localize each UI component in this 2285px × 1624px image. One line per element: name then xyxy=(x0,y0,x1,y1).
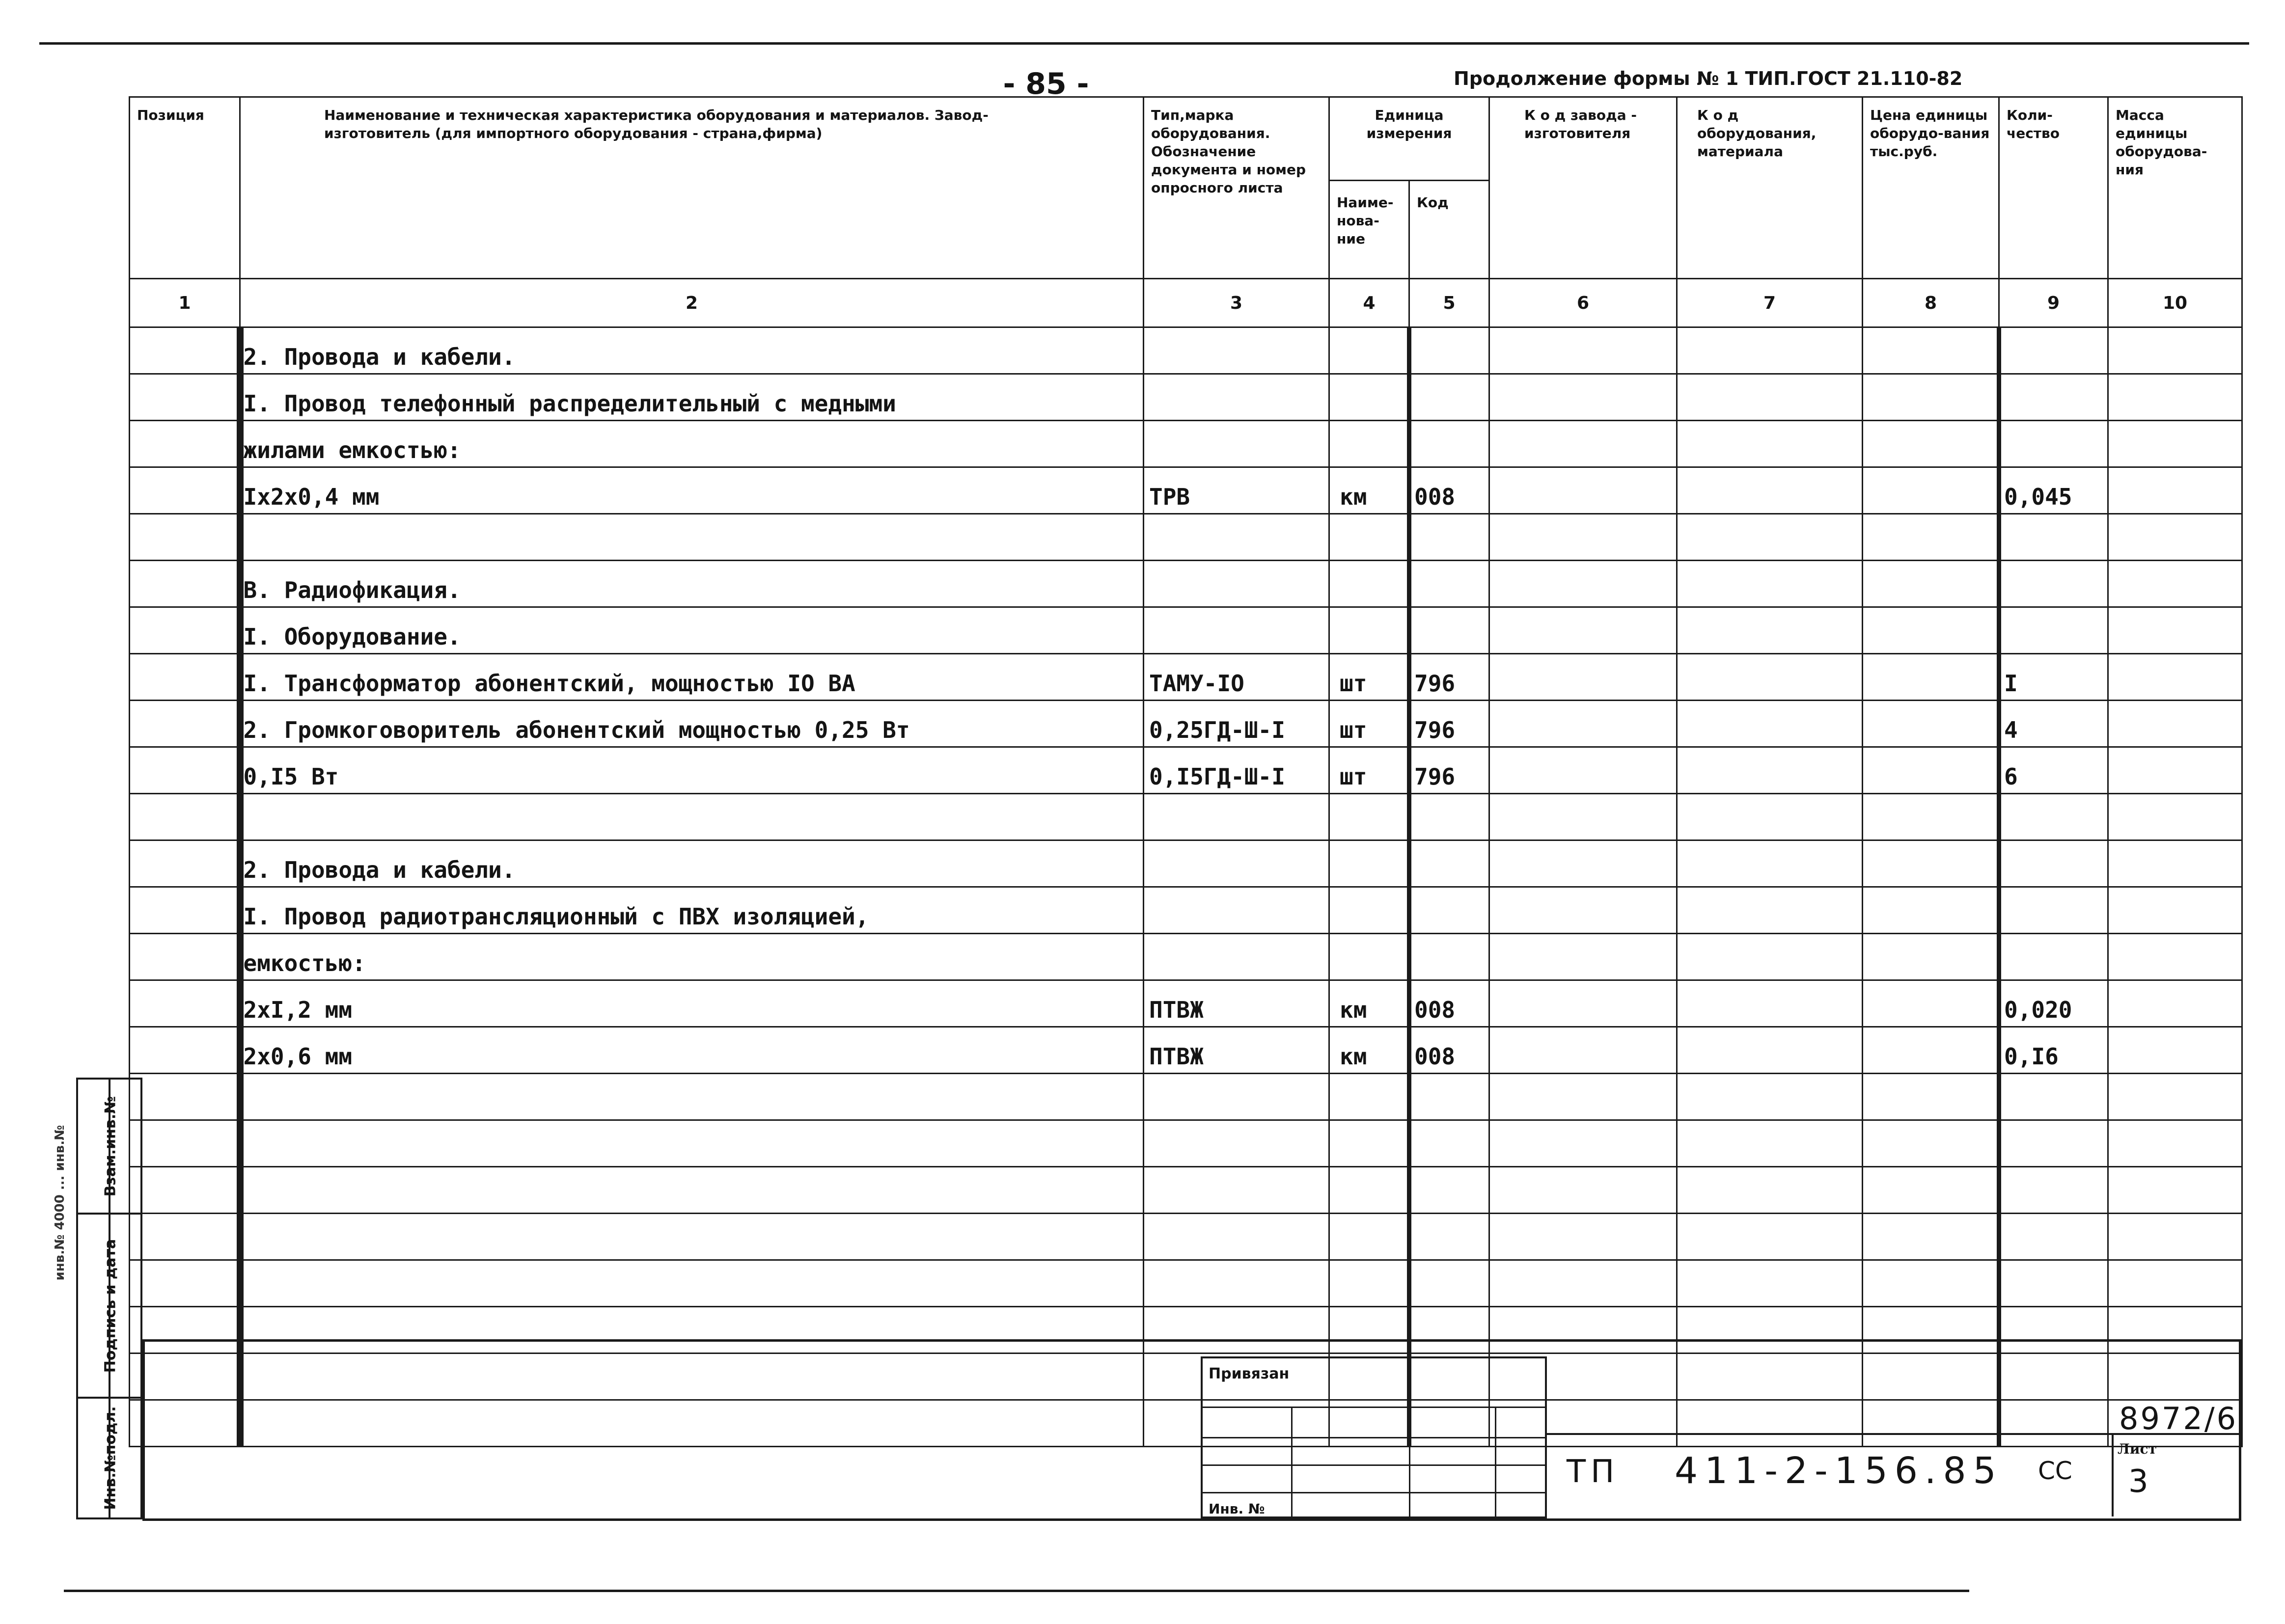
header-name: Наименование и техническая характеристика оборудования и материалов. Завод-изготовитель (для импортного оборудования - страна,фирма) xyxy=(240,97,1144,279)
table-row xyxy=(130,514,2242,561)
table-cell-col7 xyxy=(1677,607,1863,654)
album-number: 8972/6 xyxy=(2119,1401,2238,1436)
table-cell-col3: ПТВЖ xyxy=(1144,1027,1329,1074)
table-cell-col5 xyxy=(1409,887,1489,934)
table-cell-col9 xyxy=(1999,887,2108,934)
table-cell-col4 xyxy=(1329,327,1409,374)
title-block xyxy=(142,1339,2241,1521)
table-cell-col3: 0,I5ГД-Ш-I xyxy=(1144,747,1329,794)
table-cell-col5 xyxy=(1409,421,1489,467)
header-unit-group: Единица измерения xyxy=(1329,97,1489,181)
binding-grid-line xyxy=(1409,1407,1410,1516)
table-cell-col2: Iх2х0,4 мм xyxy=(240,467,1144,514)
table-cell-col8 xyxy=(1863,840,1999,887)
table-cell-col9 xyxy=(1999,421,2108,467)
form-continuation: Продолжение формы № 1 ТИП.ГОСТ 21.110-82 xyxy=(1454,68,1963,89)
stamp-inv-original xyxy=(78,1399,142,1517)
table-cell-col10 xyxy=(2108,1260,2242,1307)
table-cell-col1 xyxy=(130,1260,240,1307)
table-cell-col10 xyxy=(2108,561,2242,607)
table-cell-col2: 2. Провода и кабели. xyxy=(240,840,1144,887)
table-cell-col10 xyxy=(2108,654,2242,701)
table-cell-col10 xyxy=(2108,1027,2242,1074)
table-row xyxy=(130,701,2242,747)
table-cell-col10 xyxy=(2108,794,2242,840)
table-cell-col9 xyxy=(1999,1214,2108,1260)
column-number: 2 xyxy=(240,279,1144,327)
binding-grid-line xyxy=(1203,1407,1545,1408)
table-cell-col6 xyxy=(1489,374,1677,421)
table-cell-col3 xyxy=(1144,1074,1329,1120)
table-cell-col8 xyxy=(1863,327,1999,374)
table-cell-col5: 796 xyxy=(1409,701,1489,747)
table-cell-col7 xyxy=(1677,934,1863,980)
table-cell-col4: км xyxy=(1329,980,1409,1027)
table-cell-col8 xyxy=(1863,561,1999,607)
table-cell-col6 xyxy=(1489,701,1677,747)
table-cell-col3 xyxy=(1144,374,1329,421)
table-cell-col3 xyxy=(1144,1120,1329,1167)
table-cell-col4: шт xyxy=(1329,747,1409,794)
table-cell-col1 xyxy=(130,327,240,374)
table-cell-col3 xyxy=(1144,794,1329,840)
table-cell-col7 xyxy=(1677,980,1863,1027)
document-code-box xyxy=(1547,1433,2240,1518)
table-cell-col8 xyxy=(1863,374,1999,421)
table-cell-col5 xyxy=(1409,794,1489,840)
table-cell-col8 xyxy=(1863,1027,1999,1074)
column-number: 10 xyxy=(2108,279,2242,327)
table-cell-col2 xyxy=(240,1167,1144,1214)
table-cell-col10 xyxy=(2108,1120,2242,1167)
binding-box xyxy=(1201,1356,1547,1518)
table-cell-col7 xyxy=(1677,794,1863,840)
table-cell-col6 xyxy=(1489,327,1677,374)
table-cell-col5: 008 xyxy=(1409,467,1489,514)
table-cell-col4: км xyxy=(1329,1027,1409,1074)
table-cell-col5 xyxy=(1409,1260,1489,1307)
table-cell-col9 xyxy=(1999,794,2108,840)
table-cell-col7 xyxy=(1677,561,1863,607)
table-row xyxy=(130,747,2242,794)
stamp-replaced-inv-label: Взам.инв.№ xyxy=(102,1096,119,1196)
table-cell-col4: шт xyxy=(1329,701,1409,747)
table-row xyxy=(130,980,2242,1027)
column-number: 7 xyxy=(1677,279,1863,327)
table-cell-col2: I. Провод телефонный распределительный с медными xyxy=(240,374,1144,421)
table-cell-col5 xyxy=(1409,514,1489,561)
table-cell-col9 xyxy=(1999,561,2108,607)
table-cell-col7 xyxy=(1677,1167,1863,1214)
table-row xyxy=(130,327,2242,374)
table-cell-col1 xyxy=(130,980,240,1027)
table-cell-col8 xyxy=(1863,421,1999,467)
binding-grid-line xyxy=(1291,1407,1293,1516)
table-cell-col9: 0,I6 xyxy=(1999,1027,2108,1074)
table-cell-col10 xyxy=(2108,747,2242,794)
column-number: 3 xyxy=(1144,279,1329,327)
table-cell-col5 xyxy=(1409,607,1489,654)
table-cell-col8 xyxy=(1863,1074,1999,1120)
table-cell-col10 xyxy=(2108,1214,2242,1260)
left-stamp xyxy=(76,1078,142,1519)
table-cell-col5: 008 xyxy=(1409,980,1489,1027)
table-cell-col9 xyxy=(1999,1167,2108,1214)
table-cell-col4 xyxy=(1329,561,1409,607)
table-cell-col1 xyxy=(130,887,240,934)
table-cell-col3 xyxy=(1144,514,1329,561)
table-cell-col3 xyxy=(1144,327,1329,374)
table-cell-col10 xyxy=(2108,467,2242,514)
table-cell-col1 xyxy=(130,1214,240,1260)
table-cell-col6 xyxy=(1489,1027,1677,1074)
table-row xyxy=(130,374,2242,421)
table-cell-col3: ПТВЖ xyxy=(1144,980,1329,1027)
table-cell-col3 xyxy=(1144,934,1329,980)
table-cell-col9 xyxy=(1999,514,2108,561)
table-cell-col2: 2. Провода и кабели. xyxy=(240,327,1144,374)
table-cell-col5 xyxy=(1409,840,1489,887)
document-prefix: ТП xyxy=(1567,1454,1620,1490)
table-cell-col8 xyxy=(1863,514,1999,561)
table-cell-col10 xyxy=(2108,840,2242,887)
table-cell-col1 xyxy=(130,701,240,747)
table-cell-col1 xyxy=(130,421,240,467)
header-mass: Масса единицы оборудова-ния xyxy=(2108,97,2242,279)
binding-grid-line xyxy=(1203,1437,1545,1438)
table-cell-col10 xyxy=(2108,701,2242,747)
table-cell-col8 xyxy=(1863,747,1999,794)
table-cell-col8 xyxy=(1863,701,1999,747)
table-cell-col6 xyxy=(1489,1167,1677,1214)
table-cell-col6 xyxy=(1489,887,1677,934)
table-cell-col3 xyxy=(1144,561,1329,607)
column-number: 8 xyxy=(1863,279,1999,327)
table-cell-col5 xyxy=(1409,1167,1489,1214)
table-cell-col8 xyxy=(1863,1120,1999,1167)
table-cell-col3 xyxy=(1144,887,1329,934)
header-unit-name: Наиме-нова-ние xyxy=(1329,181,1409,279)
table-cell-col1 xyxy=(130,467,240,514)
table-cell-col2: жилами емкостью: xyxy=(240,421,1144,467)
table-cell-col4 xyxy=(1329,1167,1409,1214)
table-cell-col3 xyxy=(1144,1167,1329,1214)
table-cell-col10 xyxy=(2108,934,2242,980)
table-cell-col10 xyxy=(2108,327,2242,374)
table-cell-col9: I xyxy=(1999,654,2108,701)
specification-body xyxy=(130,327,2242,1447)
table-cell-col1 xyxy=(130,747,240,794)
top-rule xyxy=(39,42,2249,45)
table-cell-col6 xyxy=(1489,1260,1677,1307)
table-cell-col2: 2х0,6 мм xyxy=(240,1027,1144,1074)
table-cell-col3: 0,25ГД-Ш-I xyxy=(1144,701,1329,747)
table-cell-col10 xyxy=(2108,1167,2242,1214)
table-cell-col10 xyxy=(2108,514,2242,561)
inv-label: Инв. № xyxy=(1209,1501,1265,1517)
table-cell-col2 xyxy=(240,1214,1144,1260)
table-cell-col2: 0,I5 Вт xyxy=(240,747,1144,794)
table-cell-col4 xyxy=(1329,887,1409,934)
table-cell-col1 xyxy=(130,654,240,701)
binding-grid-line xyxy=(1203,1492,1545,1493)
bottom-rule xyxy=(64,1590,1969,1592)
specification-table xyxy=(129,96,2243,1447)
sheet-label: Лист xyxy=(2118,1441,2157,1457)
table-cell-col1 xyxy=(130,840,240,887)
header-type: Тип,марка оборудования. Обозначение документа и номер опросного листа xyxy=(1144,97,1329,279)
table-cell-col9 xyxy=(1999,1074,2108,1120)
table-cell-col4 xyxy=(1329,374,1409,421)
table-cell-col1 xyxy=(130,1120,240,1167)
table-row xyxy=(130,1167,2242,1214)
table-row xyxy=(130,1120,2242,1167)
table-cell-col6 xyxy=(1489,1120,1677,1167)
header-quantity: Коли-чество xyxy=(1999,97,2108,279)
table-cell-col9: 0,045 xyxy=(1999,467,2108,514)
table-cell-col7 xyxy=(1677,514,1863,561)
table-cell-col6 xyxy=(1489,794,1677,840)
table-cell-col5 xyxy=(1409,374,1489,421)
table-cell-col6 xyxy=(1489,654,1677,701)
table-cell-col1 xyxy=(130,607,240,654)
table-cell-col4 xyxy=(1329,1260,1409,1307)
table-cell-col10 xyxy=(2108,607,2242,654)
table-cell-col4 xyxy=(1329,421,1409,467)
table-row xyxy=(130,561,2242,607)
table-cell-col4 xyxy=(1329,1120,1409,1167)
table-cell-col4 xyxy=(1329,514,1409,561)
table-cell-col5 xyxy=(1409,1214,1489,1260)
table-cell-col9 xyxy=(1999,374,2108,421)
header-equipment-code: К о д оборудования, материала xyxy=(1677,97,1863,279)
table-cell-col3 xyxy=(1144,607,1329,654)
table-cell-col7 xyxy=(1677,327,1863,374)
table-cell-col6 xyxy=(1489,1074,1677,1120)
column-number: 5 xyxy=(1409,279,1489,327)
table-cell-col5: 008 xyxy=(1409,1027,1489,1074)
table-cell-col9 xyxy=(1999,1120,2108,1167)
table-cell-col2: В. Радиофикация. xyxy=(240,561,1144,607)
table-cell-col2 xyxy=(240,1260,1144,1307)
table-cell-col3: ТАМУ-IO xyxy=(1144,654,1329,701)
column-number: 9 xyxy=(1999,279,2108,327)
table-cell-col7 xyxy=(1677,467,1863,514)
table-cell-col10 xyxy=(2108,421,2242,467)
page-number: - 85 - xyxy=(1003,67,1089,101)
table-cell-col6 xyxy=(1489,934,1677,980)
table-cell-col3: ТРВ xyxy=(1144,467,1329,514)
table-cell-col9 xyxy=(1999,934,2108,980)
table-cell-col2: I. Провод радиотрансляционный с ПВХ изоляцией, xyxy=(240,887,1144,934)
table-row xyxy=(130,1027,2242,1074)
table-cell-col9 xyxy=(1999,327,2108,374)
table-cell-col6 xyxy=(1489,980,1677,1027)
table-cell-col10 xyxy=(2108,980,2242,1027)
column-number-row xyxy=(130,279,2242,327)
table-cell-col2: 2хI,2 мм xyxy=(240,980,1144,1027)
table-cell-col1 xyxy=(130,1027,240,1074)
table-cell-col9: 4 xyxy=(1999,701,2108,747)
table-cell-col7 xyxy=(1677,1214,1863,1260)
binding-grid-line xyxy=(1203,1464,1545,1466)
table-cell-col6 xyxy=(1489,514,1677,561)
table-cell-col1 xyxy=(130,1074,240,1120)
table-cell-col8 xyxy=(1863,980,1999,1027)
sheet-box xyxy=(2112,1435,2166,1516)
table-row xyxy=(130,467,2242,514)
table-cell-col7 xyxy=(1677,1260,1863,1307)
table-cell-col4 xyxy=(1329,934,1409,980)
table-cell-col3 xyxy=(1144,421,1329,467)
document-mark: СС xyxy=(2038,1457,2072,1485)
table-cell-col5 xyxy=(1409,561,1489,607)
table-cell-col7 xyxy=(1677,421,1863,467)
table-cell-col5 xyxy=(1409,327,1489,374)
scan-marks-text: инв.№ 4000 ... инв.№ xyxy=(53,1125,67,1281)
table-cell-col8 xyxy=(1863,1214,1999,1260)
table-cell-col1 xyxy=(130,561,240,607)
table-cell-col5: 796 xyxy=(1409,654,1489,701)
table-cell-col7 xyxy=(1677,654,1863,701)
table-cell-col8 xyxy=(1863,1260,1999,1307)
table-cell-col2 xyxy=(240,1074,1144,1120)
table-cell-col1 xyxy=(130,1167,240,1214)
table-cell-col8 xyxy=(1863,654,1999,701)
table-cell-col7 xyxy=(1677,1074,1863,1120)
table-cell-col1 xyxy=(130,374,240,421)
table-cell-col1 xyxy=(130,794,240,840)
table-cell-col5 xyxy=(1409,1120,1489,1167)
table-cell-col2 xyxy=(240,794,1144,840)
column-number: 6 xyxy=(1489,279,1677,327)
table-cell-col9 xyxy=(1999,840,2108,887)
stamp-replaced-inv xyxy=(78,1080,142,1215)
table-cell-col8 xyxy=(1863,467,1999,514)
table-cell-col4: шт xyxy=(1329,654,1409,701)
stamp-inv-original-label: Инв.№подл. xyxy=(102,1406,119,1510)
table-row xyxy=(130,1214,2242,1260)
table-row xyxy=(130,1260,2242,1307)
table-cell-col4 xyxy=(1329,1074,1409,1120)
table-cell-col5 xyxy=(1409,1074,1489,1120)
table-cell-col2 xyxy=(240,514,1144,561)
column-number: 4 xyxy=(1329,279,1409,327)
table-cell-col8 xyxy=(1863,607,1999,654)
table-cell-col6 xyxy=(1489,561,1677,607)
table-cell-col6 xyxy=(1489,421,1677,467)
table-cell-col9 xyxy=(1999,1260,2108,1307)
table-row xyxy=(130,887,2242,934)
header-unit-code: Код xyxy=(1409,181,1489,279)
table-cell-col7 xyxy=(1677,374,1863,421)
table-cell-col8 xyxy=(1863,887,1999,934)
table-cell-col6 xyxy=(1489,467,1677,514)
table-cell-col2: I. Оборудование. xyxy=(240,607,1144,654)
column-number: 1 xyxy=(130,279,240,327)
table-cell-col1 xyxy=(130,934,240,980)
table-row xyxy=(130,654,2242,701)
table-cell-col4 xyxy=(1329,1214,1409,1260)
table-cell-col4 xyxy=(1329,607,1409,654)
table-cell-col8 xyxy=(1863,934,1999,980)
table-cell-col6 xyxy=(1489,607,1677,654)
table-cell-col7 xyxy=(1677,887,1863,934)
table-cell-col7 xyxy=(1677,1120,1863,1167)
table-cell-col1 xyxy=(130,514,240,561)
table-cell-col2: I. Трансформатор абонентский, мощностью IO ВА xyxy=(240,654,1144,701)
binding-label: Привязан xyxy=(1209,1365,1290,1382)
table-cell-col6 xyxy=(1489,840,1677,887)
table-cell-col10 xyxy=(2108,374,2242,421)
table-cell-col3 xyxy=(1144,1260,1329,1307)
table-cell-col4 xyxy=(1329,840,1409,887)
table-cell-col9: 0,020 xyxy=(1999,980,2108,1027)
table-cell-col6 xyxy=(1489,747,1677,794)
table-cell-col8 xyxy=(1863,1167,1999,1214)
table-cell-col10 xyxy=(2108,1074,2242,1120)
table-cell-col8 xyxy=(1863,794,1999,840)
table-cell-col7 xyxy=(1677,1027,1863,1074)
table-cell-col9: 6 xyxy=(1999,747,2108,794)
header-plant-code: К о д завода - изготовителя xyxy=(1489,97,1677,279)
header-price: Цена единицы оборудо-вания тыс.руб. xyxy=(1863,97,1999,279)
binding-grid-line xyxy=(1495,1407,1496,1516)
table-cell-col2 xyxy=(240,1120,1144,1167)
table-cell-col3 xyxy=(1144,840,1329,887)
table-cell-col3 xyxy=(1144,1214,1329,1260)
table-cell-col7 xyxy=(1677,747,1863,794)
table-cell-col7 xyxy=(1677,701,1863,747)
table-cell-col6 xyxy=(1489,1214,1677,1260)
table-cell-col9 xyxy=(1999,607,2108,654)
table-row xyxy=(130,794,2242,840)
document-number: 411-2-156.85 xyxy=(1675,1450,2003,1492)
table-row xyxy=(130,840,2242,887)
sheet-number: 3 xyxy=(2128,1463,2148,1500)
table-cell-col5 xyxy=(1409,934,1489,980)
stamp-signature-date xyxy=(78,1215,142,1399)
table-row xyxy=(130,1074,2242,1120)
table-cell-col2: емкостью: xyxy=(240,934,1144,980)
table-row xyxy=(130,934,2242,980)
table-cell-col4: км xyxy=(1329,467,1409,514)
header-position: Позиция xyxy=(130,97,240,279)
table-cell-col4 xyxy=(1329,794,1409,840)
table-cell-col5: 796 xyxy=(1409,747,1489,794)
table-cell-col10 xyxy=(2108,887,2242,934)
scan-marks xyxy=(45,1080,75,1326)
stamp-signature-date-label: Подпись и дата xyxy=(102,1239,119,1373)
table-row xyxy=(130,607,2242,654)
table-cell-col2: 2. Громкоговоритель абонентский мощностью 0,25 Вт xyxy=(240,701,1144,747)
table-row xyxy=(130,421,2242,467)
table-cell-col7 xyxy=(1677,840,1863,887)
